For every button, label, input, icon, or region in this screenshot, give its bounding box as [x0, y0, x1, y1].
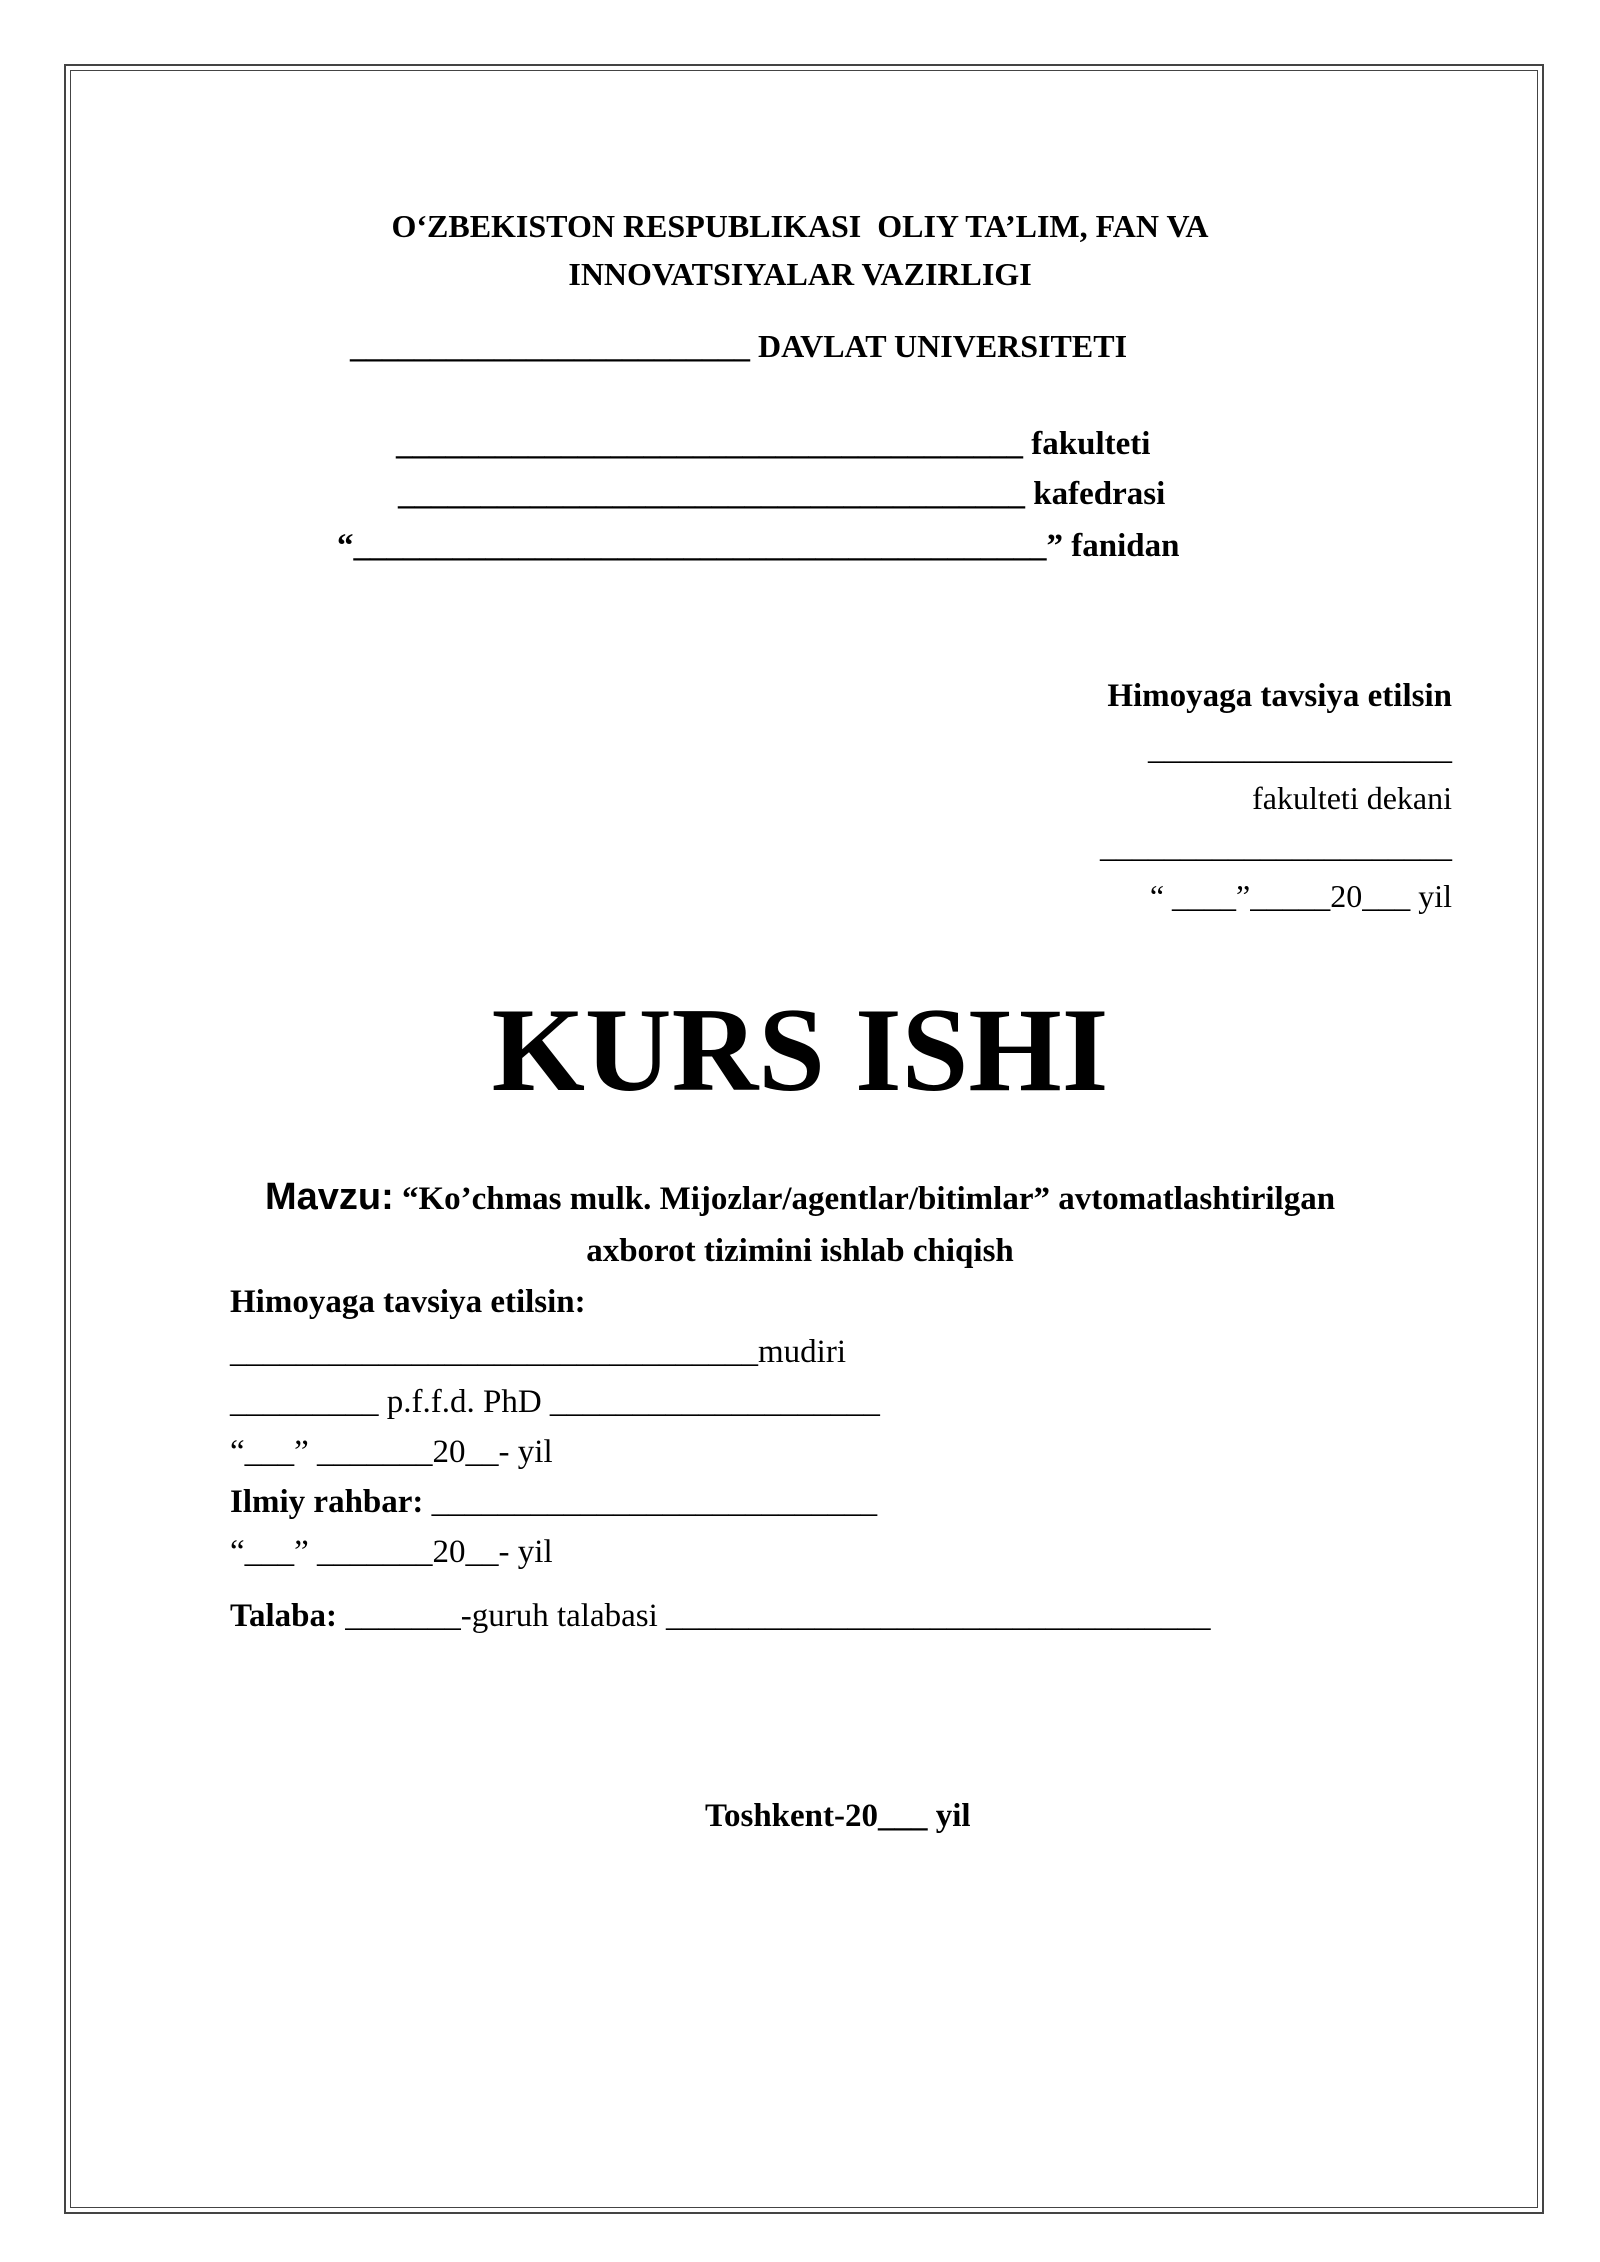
- topic-line-2: axborot tizimini ishlab chiqish: [586, 1233, 1014, 1269]
- faculty-line: ______________________________________ fakulteti: [396, 426, 1151, 462]
- approval-date-2: “___” _______20__- yil: [230, 1534, 553, 1570]
- main-title: KURS ISHI: [491, 983, 1109, 1116]
- supervisor-blank: ___________________________: [431, 1484, 878, 1520]
- approval-bottom-title: Himoyaga tavsiya etilsin:: [230, 1284, 586, 1320]
- topic-label: Mavzu:: [264, 1176, 394, 1218]
- student-label: Talaba:: [230, 1598, 337, 1634]
- approval-top-title: Himoyaga tavsiya etilsin: [1107, 678, 1452, 714]
- approval-date-1: “___” _______20__- yil: [230, 1434, 553, 1470]
- department-line: ______________________________________ kafedrasi: [398, 476, 1166, 512]
- approval-top-blank-2: ______________________: [1100, 828, 1452, 864]
- student-text: _______-guruh talabasi _________________________________: [345, 1598, 1211, 1634]
- ministry-line-2: INNOVATSIYALAR VAZIRLIGI: [568, 256, 1032, 292]
- student-line: [230, 1600, 1211, 1633]
- ministry-line-1: O‘ZBEKISTON RESPUBLIKASI OLIY TA’LIM, FAN VA: [391, 208, 1209, 244]
- subject-line: “__________________________________________” fanidan: [337, 528, 1180, 564]
- university-line: _________________________ DAVLAT UNIVERSITETI: [350, 328, 1128, 364]
- page-border-inner: [70, 70, 1538, 2208]
- topic-text-1: “Ko’chmas mulk. Mijozlar/agentlar/bitimlar” avtomatlashtirilgan: [401, 1181, 1336, 1217]
- head-of-department-line: ________________________________mudiri: [230, 1334, 846, 1370]
- approval-top-date: “ ____”_____20___ yil: [1149, 878, 1452, 914]
- supervisor-line: [230, 1486, 877, 1519]
- dean-label: fakulteti dekani: [1252, 780, 1452, 816]
- phd-line: _________ p.f.f.d. PhD ____________________: [230, 1384, 880, 1420]
- supervisor-label: Ilmiy rahbar:: [230, 1484, 424, 1520]
- approval-top-blank-1: ___________________: [1148, 730, 1452, 766]
- topic-line-1: [150, 1178, 1450, 1216]
- city-year: Toshkent-20___ yil: [705, 1798, 971, 1834]
